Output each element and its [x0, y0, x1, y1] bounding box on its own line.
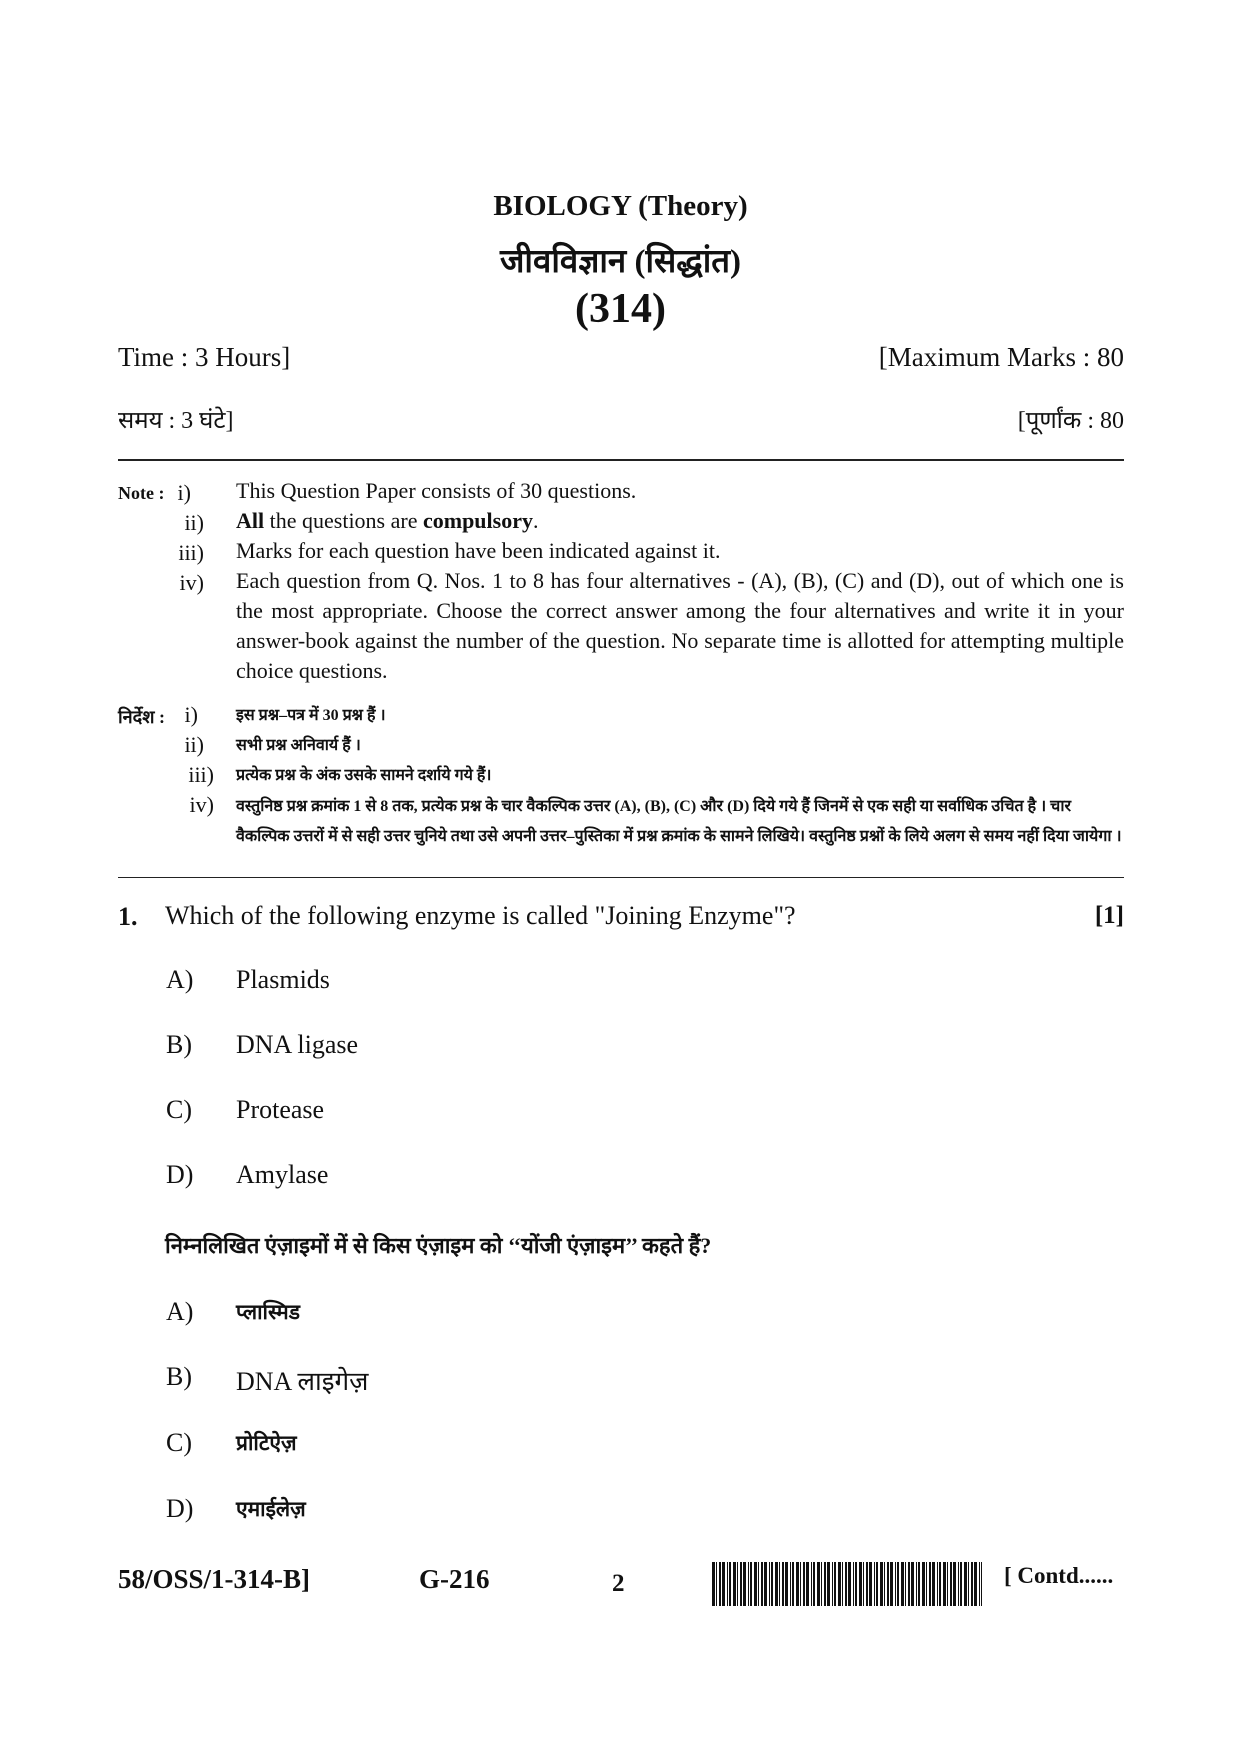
- max-marks-english: [Maximum Marks : 80: [878, 342, 1124, 372]
- option-text-hindi: DNA लाइगेज़: [236, 1367, 369, 1396]
- continued-label: [ Contd......: [1004, 1563, 1114, 1588]
- page-number: 2: [612, 1570, 625, 1597]
- barcode-icon: [712, 1562, 982, 1606]
- option-text: Plasmids: [236, 965, 330, 994]
- note-number: iv): [189, 792, 214, 817]
- note-number: ii): [184, 732, 204, 757]
- note-label: Note :: [118, 483, 165, 503]
- note-text: Marks for each question have been indicated against it.: [236, 538, 721, 563]
- option-letter: C): [166, 1428, 192, 1457]
- question-marks: [1]: [1094, 902, 1124, 929]
- option-letter: D): [166, 1160, 194, 1189]
- note-text-middle: the questions are: [264, 508, 423, 533]
- option-text: Amylase: [236, 1160, 329, 1189]
- note-number: iii): [178, 540, 204, 565]
- note-text-hindi: प्रत्येक प्रश्न के अंक उसके सामने दर्शाये गये हैं।: [236, 767, 492, 784]
- option-text-hindi: प्लास्मिड: [236, 1300, 300, 1324]
- note-number: i): [177, 480, 191, 505]
- note-text: Each question from Q. Nos. 1 to 8 has four alternatives - (A), (B), (C) and (D), out of which one is the most appropriate. Choose the correct answer among the four alternatives and write it in your answer-book against the number of the question. No separate time is allotted for attempting multiple choice questions.: [236, 568, 1124, 683]
- option-letter: A): [166, 965, 194, 994]
- note-number: iv): [179, 570, 204, 595]
- paper-title-english: BIOLOGY (Theory): [493, 190, 748, 222]
- note-number: iii): [188, 762, 214, 787]
- note-bold-word: All: [236, 508, 265, 533]
- note-text-hindi: इस प्रश्न–पत्र में 30 प्रश्न हैं ।: [236, 707, 386, 724]
- note-text: [236, 506, 1124, 536]
- note-text: This Question Paper consists of 30 questions.: [236, 478, 637, 503]
- option-text-hindi: प्रोटिऐज़: [236, 1431, 297, 1455]
- option-letter: B): [166, 1030, 192, 1059]
- g-code: G-216: [419, 1564, 490, 1594]
- option-text-hindi: एमाईलेज़: [236, 1497, 306, 1521]
- question-text-english: Which of the following enzyme is called "Joining Enzyme"?: [165, 901, 796, 930]
- note-number: ii): [184, 510, 204, 535]
- note-label-hindi: निर्देश :: [118, 707, 165, 727]
- header-divider: [118, 459, 1124, 461]
- option-letter: D): [166, 1494, 194, 1523]
- option-text: DNA ligase: [236, 1030, 359, 1059]
- notes-divider: [118, 877, 1124, 878]
- option-letter: A): [166, 1297, 194, 1326]
- time-english: Time : 3 Hours]: [118, 342, 291, 372]
- paper-code: (314): [575, 286, 666, 332]
- max-marks-hindi: [पूर्णांक : 80: [1017, 408, 1124, 434]
- note-text-hindi: वस्तुनिष्ठ प्रश्न क्रमांक 1 से 8 तक, प्रत्येक प्रश्न के चार वैकल्पिक उत्तर (A), (B), (C) और (D) दिये गये हैं जिनमें से एक सही या सर्वाधिक उचित है । चार वैकल्पिक उत्तरों में से सही उत्तर चुनिये तथा उसे अपनी उत्तर–पुस्तिका में प्रश्न क्रमांक के सामने लिखिये। वस्तुनिष्ठ प्रश्नों के लिये अलग से समय नहीं दिया जायेगा ।: [236, 798, 1122, 845]
- option-letter: C): [166, 1095, 192, 1124]
- question-text-hindi: निम्नलिखित एंज़ाइमों में से किस एंज़ाइम को ‘‘योंजी एंज़ाइम’’ कहते हैं?: [165, 1233, 712, 1258]
- note-text-hindi: सभी प्रश्न अनिवार्य हैं ।: [236, 737, 361, 754]
- question-number: 1.: [118, 902, 138, 931]
- option-letter: B): [166, 1362, 192, 1391]
- note-number: i): [184, 702, 198, 727]
- paper-series-code: 58/OSS/1-314-B]: [118, 1564, 311, 1594]
- time-hindi: समय : 3 घंटे]: [118, 408, 234, 434]
- paper-title-hindi: जीवविज्ञान (सिद्धांत): [499, 244, 742, 280]
- note-text-end: .: [532, 508, 539, 533]
- option-text: Protease: [236, 1095, 325, 1124]
- note-bold-word: compulsory: [422, 508, 533, 533]
